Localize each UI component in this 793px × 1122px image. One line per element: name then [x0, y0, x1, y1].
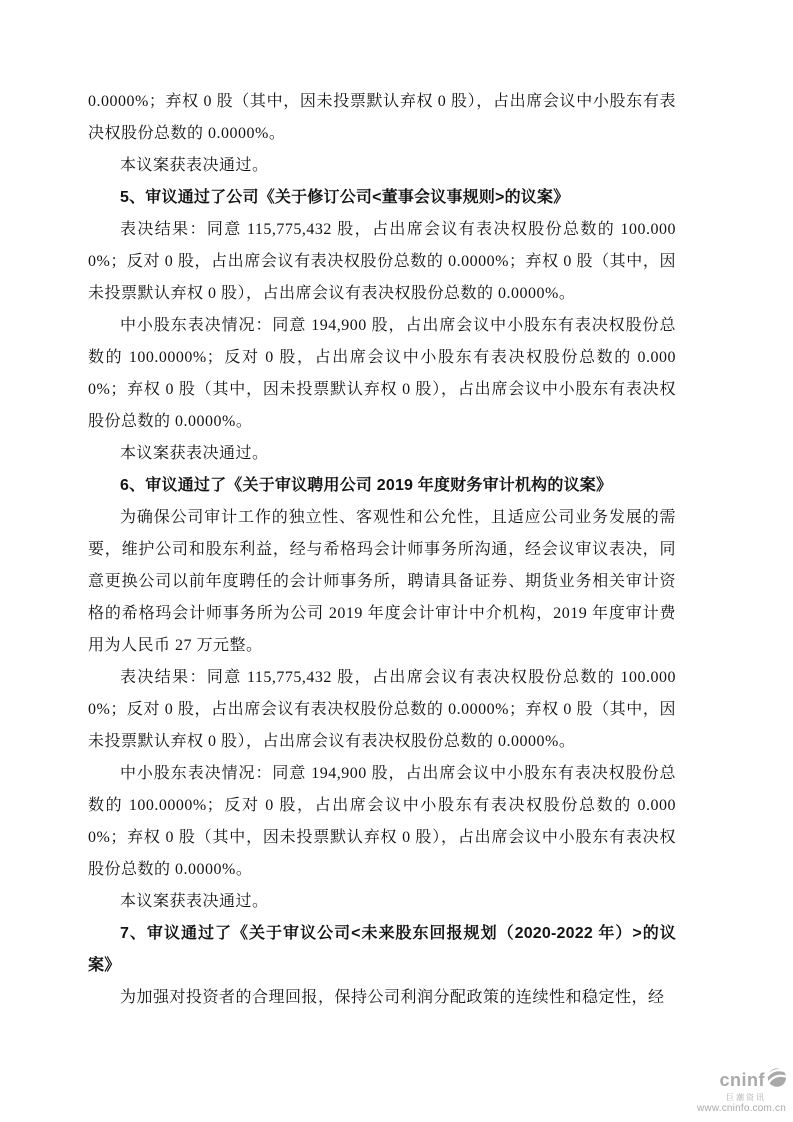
paragraph: 中小股东表决情况：同意 194,900 股，占出席会议中小股东有表决权股份总数的 100.0000%；反对 0 股，占出席会议中小股东有表决权股份总数的 0.0000%；弃权 0 股（其中，因未投票默认弃权 0 股），占出席会议中小股东有表决权股份总数的 0.0000%。	[88, 317, 676, 430]
paragraph: 为加强对投资者的合理回报，保持公司利润分配政策的连续性和稳定性，经	[120, 989, 665, 1006]
paragraph: 本议案获表决通过。	[120, 157, 269, 174]
paragraph: 为确保公司审计工作的独立性、客观性和公允性，且适应公司业务发展的需要，维护公司和股东利益，经与希格玛会计师事务所沟通，经会议审议表决，同意更换公司以前年度聘任的会计师事务所，聘请具备证券、期货业务相关审计资格的希格玛会计师事务所为公司 2019 年度会计审计中介机构，2019 年度审计费用为人民币 27 万元整。	[88, 509, 676, 654]
cninfo-swirl-icon	[764, 1064, 792, 1094]
cninfo-logo-url: www.cninfo.com.cn	[697, 1103, 786, 1114]
paragraph: 表决结果：同意 115,775,432 股，占出席会议有表决权股份总数的 100.0000%；反对 0 股，占出席会议有表决权股份总数的 0.0000%；弃权 0 股（其中，因未投票默认弃权 0 股），占出席会议有表决权股份总数的 0.0000%。	[88, 669, 676, 750]
document-body	[88, 86, 676, 1014]
paragraph: 表决结果：同意 115,775,432 股，占出席会议有表决权股份总数的 100.0000%；反对 0 股，占出席会议有表决权股份总数的 0.0000%；弃权 0 股（其中，因未投票默认弃权 0 股），占出席会议有表决权股份总数的 0.0000%。	[88, 221, 676, 302]
paragraph: 本议案获表决通过。	[120, 893, 269, 910]
paragraph: 中小股东表决情况：同意 194,900 股，占出席会议中小股东有表决权股份总数的 100.0000%；反对 0 股，占出席会议中小股东有表决权股份总数的 0.0000%；弃权 0 股（其中，因未投票默认弃权 0 股），占出席会议中小股东有表决权股份总数的 0.0000%。	[88, 765, 676, 878]
cninfo-logo-wordmark: cninf	[719, 1069, 765, 1090]
cninfo-logo-subtitle: 巨潮资讯	[726, 1093, 766, 1102]
cninfo-logo	[697, 1067, 788, 1114]
section-heading: 7、审议通过了《关于审议公司<未来股东回报规划（2020-2022 年）>的议案》	[88, 925, 676, 974]
section-heading: 5、审议通过了公司《关于修订公司<董事会议事规则>的议案》	[120, 189, 570, 206]
paragraph: 0.0000%；弃权 0 股（其中，因未投票默认弃权 0 股），占出席会议中小股东有表决权股份总数的 0.0000%。	[88, 93, 676, 142]
section-heading: 6、审议通过了《关于审议聘用公司 2019 年度财务审计机构的议案》	[120, 477, 613, 494]
paragraph: 本议案获表决通过。	[120, 445, 269, 462]
cninfo-logo-row	[720, 1067, 789, 1092]
